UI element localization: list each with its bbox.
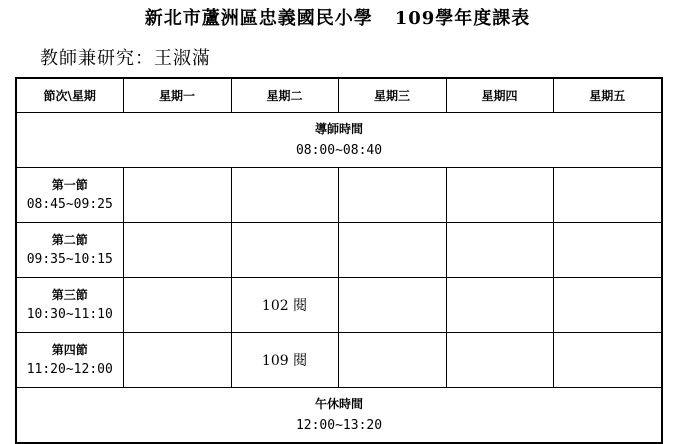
lunch-time: 12:00~13:20 <box>295 418 383 433</box>
period-cell <box>16 168 123 223</box>
class-cell-thu <box>446 278 553 333</box>
period-name: 第一節 <box>51 178 88 192</box>
column-header-tue: 星期二 <box>231 78 338 113</box>
header-row <box>16 78 662 113</box>
class-cell-wed <box>338 278 446 333</box>
column-header-mon: 星期一 <box>123 78 231 113</box>
lunch-row <box>16 388 662 444</box>
class-cell-fri <box>553 223 662 278</box>
period-row-3 <box>16 278 662 333</box>
class-cell-tue: 109 閱 <box>231 333 338 388</box>
class-cell-thu <box>446 333 553 388</box>
homeroom-label: 導師時間 <box>314 122 363 136</box>
column-header-wed: 星期三 <box>338 78 446 113</box>
period-name: 第三節 <box>51 288 88 302</box>
lunch-cell <box>16 388 662 444</box>
class-cell-fri <box>553 278 662 333</box>
period-time: 08:45~09:25 <box>26 197 113 212</box>
timetable <box>15 77 663 444</box>
class-cell-fri <box>553 333 662 388</box>
period-name: 第四節 <box>51 343 88 357</box>
class-cell-tue <box>231 168 338 223</box>
teacher-name: 教師兼研究：王淑滿 <box>40 48 211 69</box>
page-title <box>0 4 675 30</box>
class-cell-thu <box>446 223 553 278</box>
period-cell <box>16 278 123 333</box>
schedule-year: 109學年度課表 <box>394 8 531 29</box>
homeroom-row <box>16 113 662 168</box>
class-cell-mon <box>123 333 231 388</box>
class-cell-tue: 102 閱 <box>231 278 338 333</box>
period-time: 11:20~12:00 <box>26 362 113 377</box>
class-cell-mon <box>123 278 231 333</box>
period-row-1 <box>16 168 662 223</box>
period-row-4 <box>16 333 662 388</box>
class-cell-mon <box>123 168 231 223</box>
period-name: 第二節 <box>51 233 88 247</box>
period-time: 09:35~10:15 <box>26 252 113 267</box>
class-cell-thu <box>446 168 553 223</box>
class-cell-fri <box>553 168 662 223</box>
class-cell-tue <box>231 223 338 278</box>
column-header-period: 節次\星期 <box>16 78 123 113</box>
homeroom-time: 08:00~08:40 <box>295 143 383 158</box>
period-row-2 <box>16 223 662 278</box>
period-time: 10:30~11:10 <box>26 307 113 322</box>
column-header-thu: 星期四 <box>446 78 553 113</box>
class-cell-wed <box>338 223 446 278</box>
class-cell-mon <box>123 223 231 278</box>
period-cell <box>16 333 123 388</box>
period-cell <box>16 223 123 278</box>
column-header-fri: 星期五 <box>553 78 662 113</box>
lunch-label: 午休時間 <box>314 397 363 411</box>
class-cell-wed <box>338 168 446 223</box>
class-cell-wed <box>338 333 446 388</box>
school-name: 新北市蘆洲區忠義國民小學 <box>144 8 373 29</box>
homeroom-cell <box>16 113 662 168</box>
